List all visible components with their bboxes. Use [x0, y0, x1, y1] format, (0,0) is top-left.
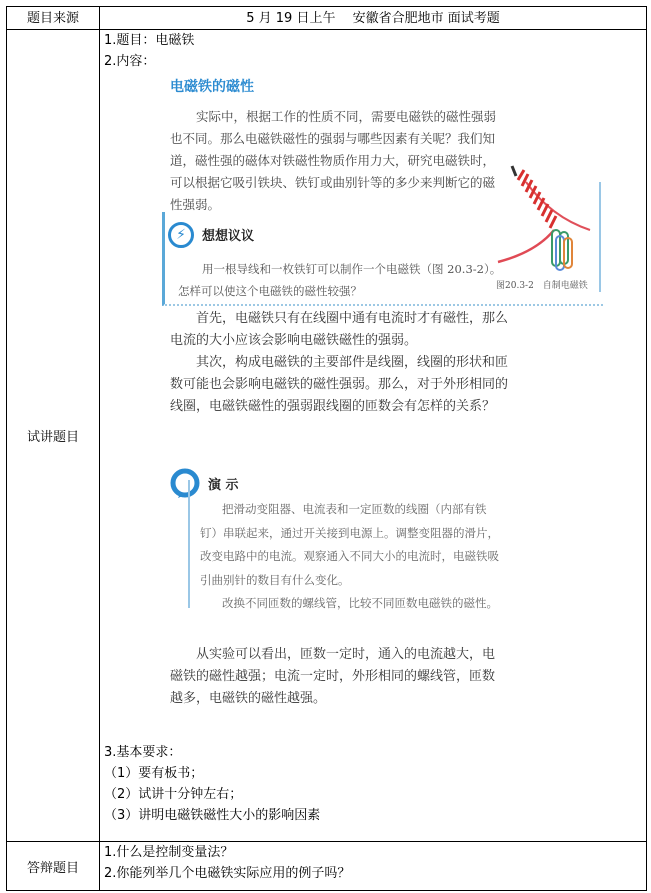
requirement-2: （2）试讲十分钟左右；: [104, 787, 243, 802]
conclusion-paragraph: [170, 644, 500, 710]
demo-text: [200, 498, 500, 616]
demo-text2-body: 改换不同匝数的螺线管，比较不同匝数电磁铁的磁性。: [222, 596, 498, 610]
question-2: 2.你能列举几个电磁铁实际应用的例子吗？: [104, 866, 351, 881]
content-label: 2.内容：: [104, 54, 156, 69]
textbook-excerpt: [104, 72, 606, 742]
demo-text-2: [200, 592, 500, 616]
think-text: [178, 258, 508, 302]
figure-caption: 图20.3-2 自制电磁铁: [496, 281, 588, 291]
demo-text-1: [200, 498, 500, 592]
requirements-label: 3.基本要求：: [104, 745, 182, 760]
exam-table: [6, 6, 647, 891]
section-title: 电磁铁的磁性: [170, 79, 254, 95]
trial-content: [100, 30, 647, 842]
para-current: [170, 308, 520, 352]
think-text-body: 用一根导线和一枚铁钉可以制作一个电磁铁（图 20.3-2）。怎样可以使这个电磁铁的磁性较强？: [178, 262, 502, 298]
requirement-1: （1）要有板书；: [104, 766, 204, 781]
defense-row: [7, 842, 647, 891]
trial-row: [7, 30, 647, 842]
question-1: 1.什么是控制变量法？: [104, 845, 234, 860]
think-title: 想想议议: [202, 229, 255, 244]
source-label: 题目来源: [7, 7, 100, 30]
demo-title: 演 示: [208, 478, 239, 493]
source-value: 5 月 19 日上午 安徽省合肥地市 面试考题: [100, 7, 647, 30]
conclusion-text: 从实验可以看出，匝数一定时，通入的电流越大，电磁铁的磁性越强；电流一定时，外形相同的螺线管，匝数越多，电磁铁的磁性越强。: [170, 647, 496, 706]
para2-text: 其次，构成电磁铁的主要部件是线圈，线圈的形状和匝数可能也会影响电磁铁的磁性强弱。那么，对于外形相同的线圈，电磁铁磁性的强弱跟线圈的匝数会有怎样的关系？: [170, 355, 509, 414]
topic-line: 1.题目：电磁铁: [104, 33, 195, 48]
intro-text: 实际中，根据工作的性质不同，需要电磁铁的磁性强弱也不同。那么电磁铁磁性的强弱与哪些因素有关呢？我们知道，磁性强的磁体对铁磁性物质作用力大，研究电磁铁时，可以根据它吸引铁块、铁钉或曲别针等的多少来判断它的磁性强弱。: [170, 109, 497, 212]
defense-content: [100, 842, 647, 891]
trial-label: 试讲题目: [7, 30, 100, 842]
demo-text1-body: 把滑动变阻器、电流表和一定匝数的线圈（内部有铁钉）串联起来，通过开关接到电源上。调整变阻器的滑片，改变电路中的电流。观察通入不同大小的电流时，电磁铁吸引曲别针的数目有什么变化。: [200, 502, 499, 587]
intro-paragraph: [170, 106, 496, 216]
lightning-icon: ⚡: [168, 222, 194, 248]
analysis-paragraphs: [170, 308, 520, 418]
para-turns: [170, 352, 520, 418]
defense-label: 答辩题目: [7, 842, 100, 891]
requirement-3: （3）讲明电磁铁磁性大小的影响因素: [104, 808, 321, 823]
header-row: [7, 7, 647, 30]
para1-text: 首先，电磁铁只有在线圈中通有电流时才有磁性，那么电流的大小应该会影响电磁铁磁性的强弱。: [170, 311, 509, 348]
